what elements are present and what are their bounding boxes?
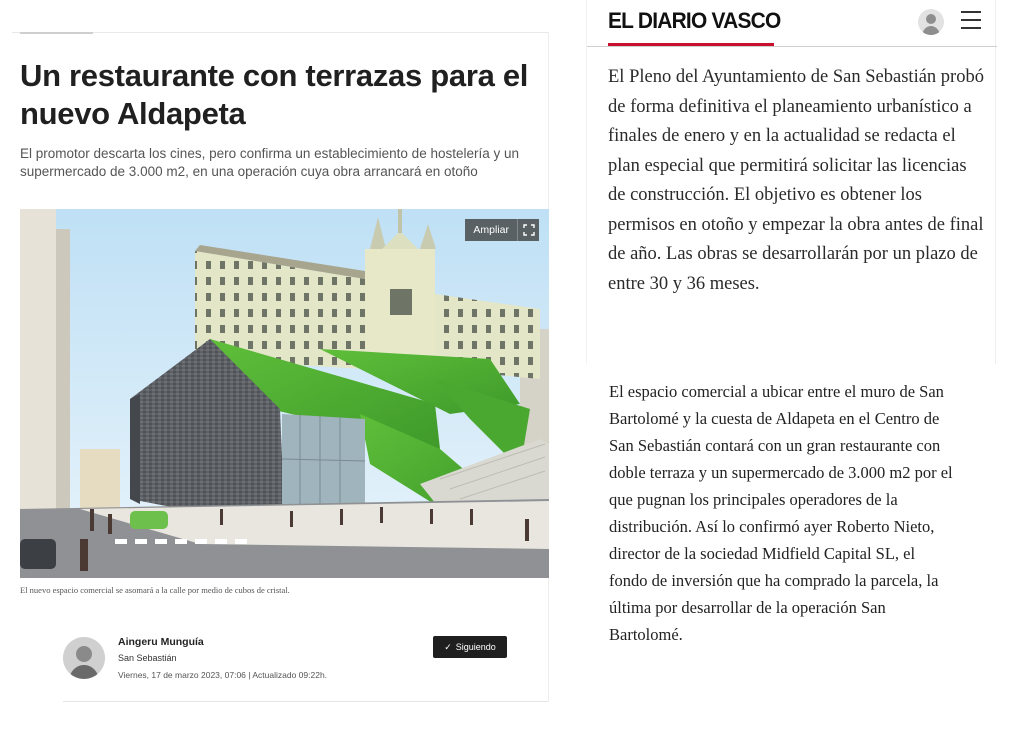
author-avatar[interactable]: [63, 637, 105, 679]
expand-icon: [517, 219, 539, 241]
check-icon: ✓: [444, 641, 452, 652]
enlarge-label: Ampliar: [473, 224, 509, 236]
author-name[interactable]: Aingeru Munguía: [118, 636, 204, 648]
hamburger-menu-icon[interactable]: [961, 11, 981, 29]
body-paragraph-1: El Pleno del Ayuntamiento de San Sebastián probó de forma definitiva el planeamiento urbanístico a finales de enero y en la actualidad se redacta el plan especial que permitirá solicitar las licencias de construcción. El objetivo es obtener los permisos en otoño y empezar la obra antes de final de año. Las obras se desarrollarán por un plazo de entre 30 y 36 meses.: [608, 67, 984, 294]
enlarge-image-button[interactable]: [465, 219, 539, 241]
article-subtitle: El promotor descarta los cines, pero confirma un establecimiento de hostelería y un supermercado de 3.000 m2, en una operación cuya obra arrancará en otoño: [20, 146, 520, 179]
article-headline: Un restaurante con terrazas para el nuevo Aldapeta: [20, 58, 529, 131]
follow-button[interactable]: [433, 636, 507, 658]
logo-underline: [608, 43, 774, 46]
article-card: [12, 32, 549, 702]
user-icon[interactable]: [918, 9, 944, 35]
body-paragraph-2: El espacio comercial a ubicar entre el muro de San Bartolomé y la cuesta de Aldapeta en el Centro de San Sebastián contará con un gran restaurante con doble terraza y un supermercado de 3.000 m2 por el que pugnan los principales operadores de la distribución. Así lo confirmó ayer Roberto Nieto, director de la sociedad Midfield Capital SL, el fondo de inversión que ha comprado la parcela, la última por desarrollar de la operación San Bartolomé.: [609, 382, 953, 644]
architectural-rendering: [20, 209, 549, 578]
article-continuation-card: [586, 0, 996, 364]
author-location: San Sebastián: [118, 653, 177, 663]
article-hero-image[interactable]: [20, 209, 549, 578]
image-caption: El nuevo espacio comercial se asomará a la calle por medio de cubos de cristal.: [20, 585, 290, 595]
site-logo[interactable]: EL DIARIO VASCO: [608, 8, 781, 33]
site-header: [587, 0, 997, 47]
bottom-divider: [63, 701, 548, 702]
follow-label: Siguiendo: [455, 642, 496, 652]
top-divider: [20, 32, 93, 34]
publish-date: Viernes, 17 de marzo 2023, 07:06 | Actualizado 09:22h.: [118, 670, 328, 680]
